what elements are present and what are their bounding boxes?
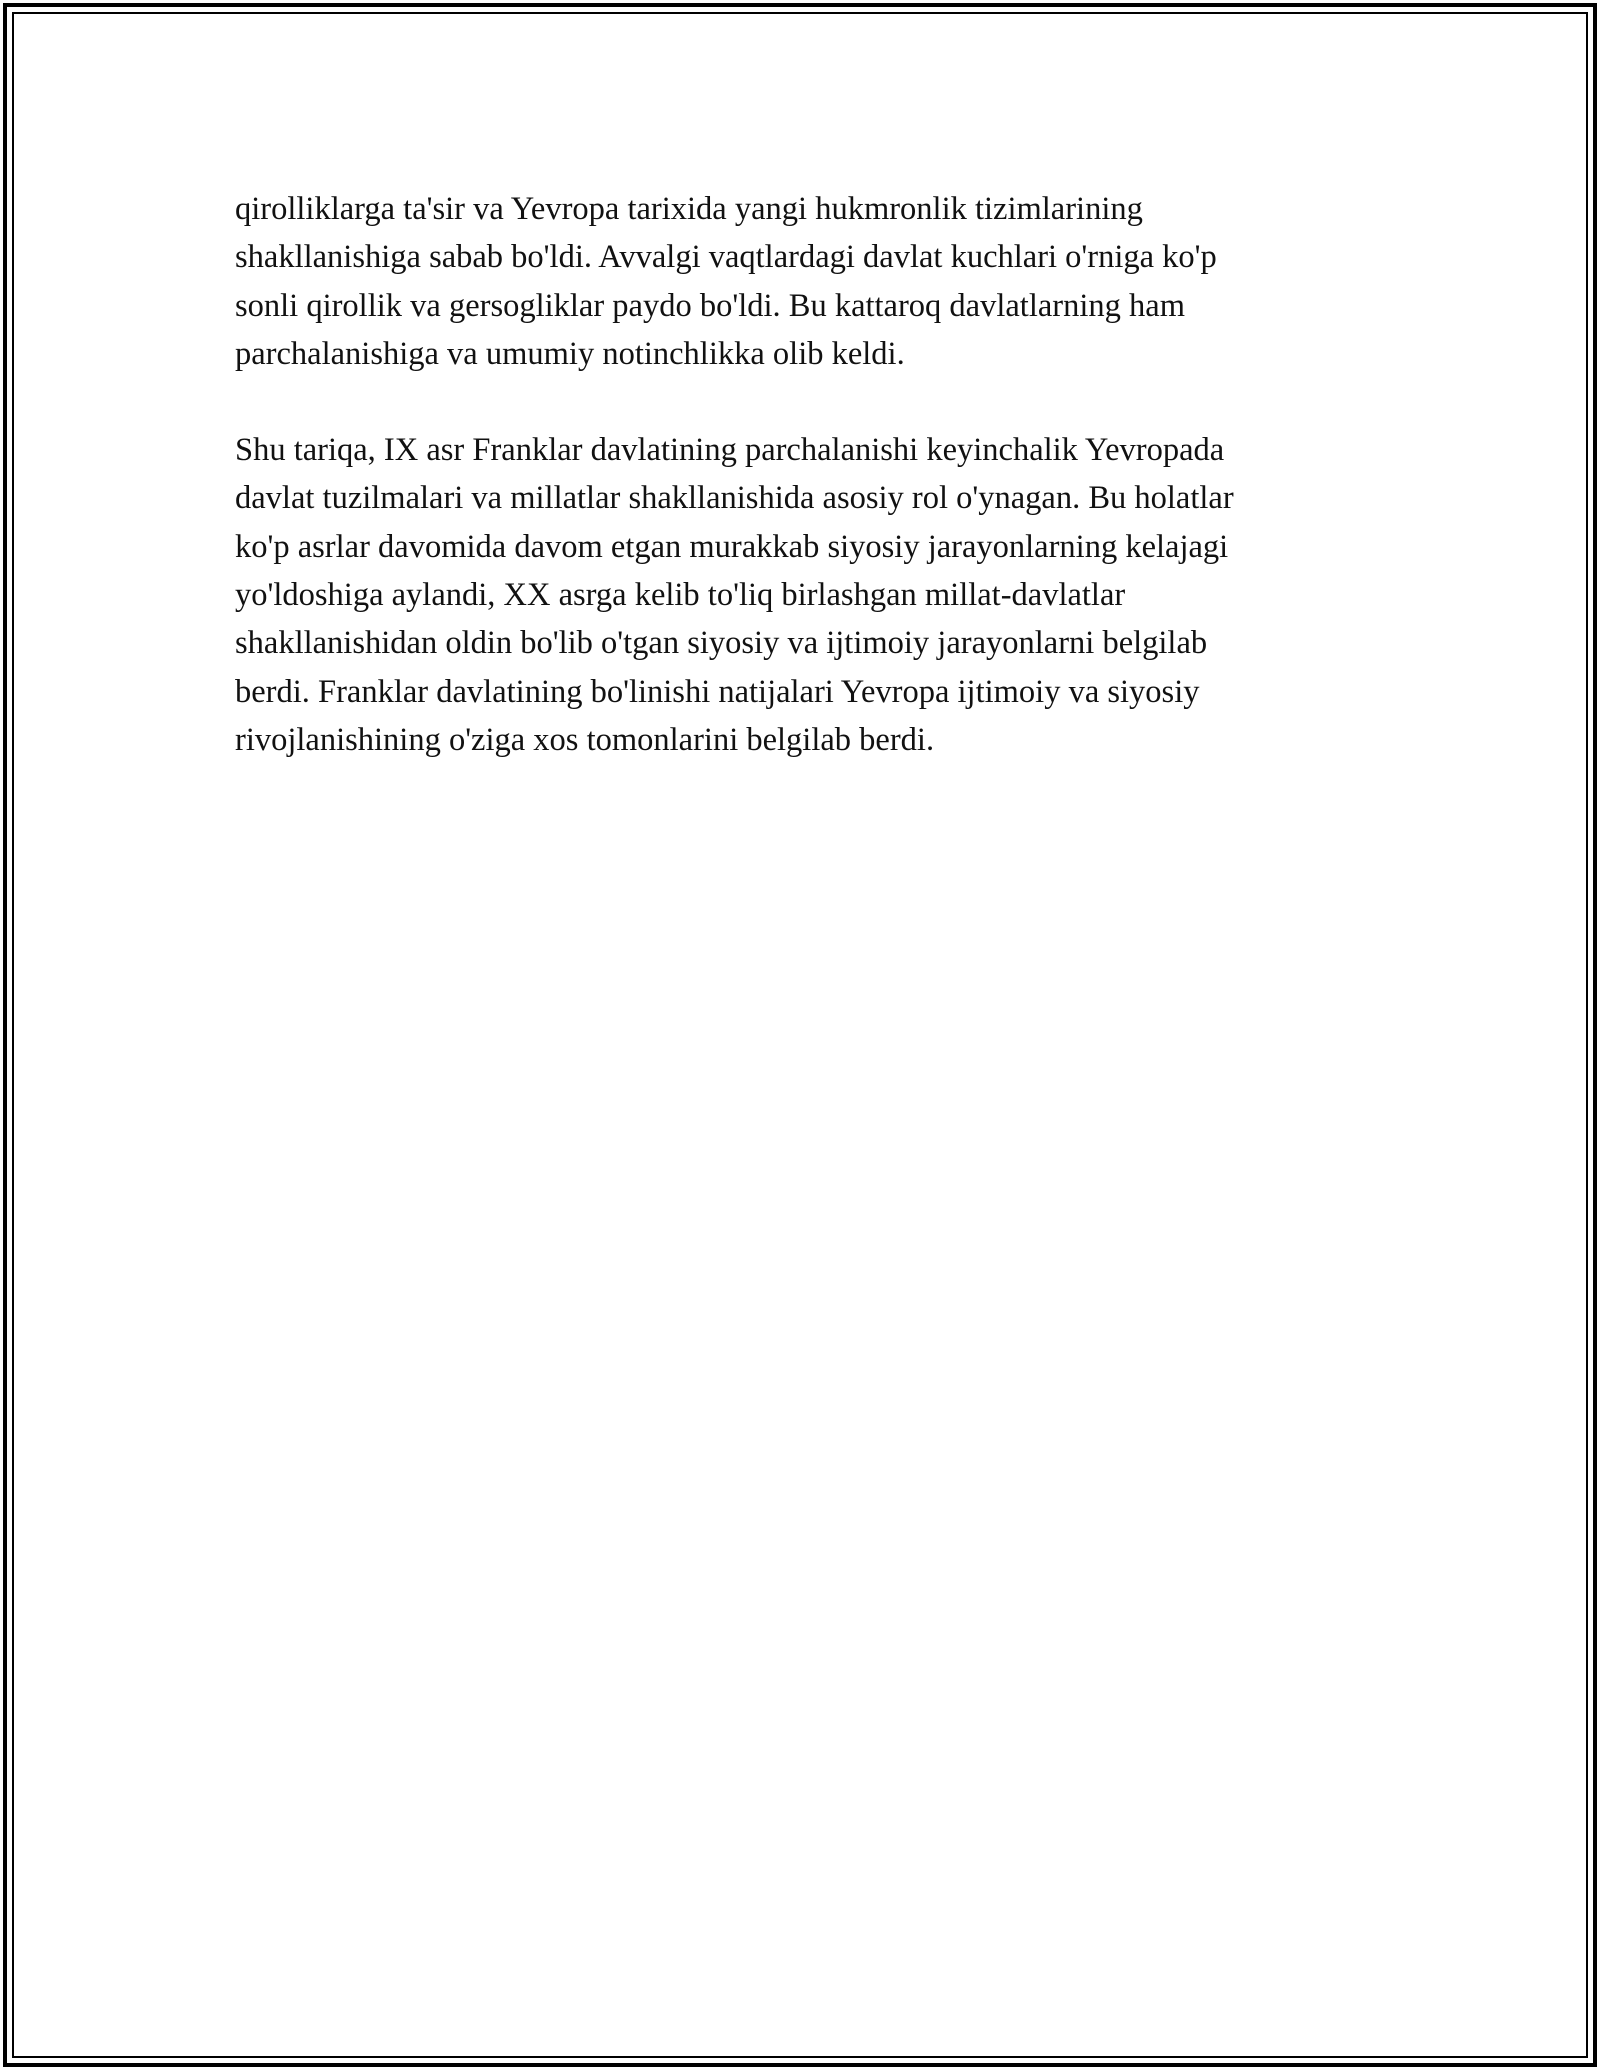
paragraph bbox=[235, 185, 1385, 378]
text-line: qirolliklarga ta'sir va Yevropa tarixida yangi hukmronlik tizimlarining bbox=[235, 191, 1143, 227]
text-line: rivojlanishining o'ziga xos tomonlarini belgilab berdi. bbox=[235, 721, 935, 758]
text-line: parchalanishiga va umumiy notinchlikka olib keldi. bbox=[235, 335, 905, 372]
paragraph bbox=[235, 426, 1385, 764]
text-line: Shu tariqa, IX asr Franklar davlatining parchalanishi keyinchalik Yevropada bbox=[235, 432, 1225, 469]
text-line: ko'p asrlar davomida davom etgan murakkab siyosiy jarayonlarning kelajagi bbox=[235, 528, 1229, 565]
text-line: shakllanishidan oldin bo'lib o'tgan siyosiy va ijtimoiy jarayonlarni belgilab bbox=[235, 625, 1208, 662]
text-line: shakllanishiga sabab bo'ldi. Avvalgi vaqtlardagi davlat kuchlari o'rniga ko'p bbox=[235, 239, 1217, 276]
text-line: berdi. Franklar davlatining bo'linishi natijalari Yevropa ijtimoiy va siyosiy bbox=[235, 673, 1200, 710]
text-line: yo'ldoshiga aylandi, XX asrga kelib to'liq birlashgan millat-davlatlar bbox=[235, 577, 1126, 614]
text-line: davlat tuzilmalari va millatlar shakllanishida asosiy rol o'ynagan. Bu holatlar bbox=[235, 480, 1234, 517]
document-body bbox=[235, 185, 1385, 764]
text-line: sonli qirollik va gersogliklar paydo bo'ldi. Bu kattaroq davlatlarning ham bbox=[235, 287, 1185, 324]
